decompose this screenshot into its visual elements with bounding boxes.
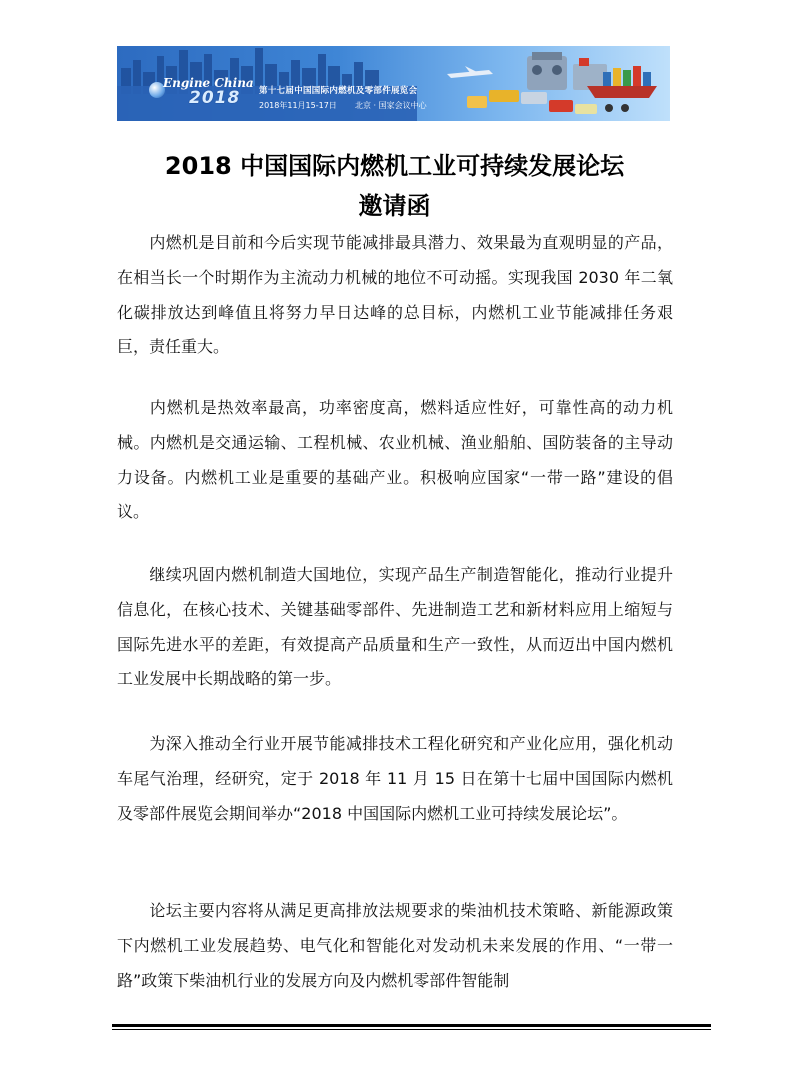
footer-rule-thick (112, 1024, 711, 1027)
body-paragraph-5: 论坛主要内容将从满足更高排放法规要求的柴油机技术策略、新能源政策下内燃机工业发展趋势、电气化和智能化对发动机未来发展的作用、“一带一路”政策下柴油机行业的发展方向及内燃机零部件智能制 (117, 901, 673, 990)
footer-rule-thin (112, 1029, 711, 1030)
engine-china-logo (143, 76, 253, 116)
logo-year: 2018 (189, 88, 241, 108)
body-paragraph-1: 内燃机是目前和今后实现节能减排最具潜力、效果最为直观明显的产品，在相当长一个时期作为主流动力机械的地位不可动摇。实现我国 2030 年二氧化碳排放达到峰值且将努力早日达峰的总目标，内燃机工业节能减排任务艰巨，责任重大。 (117, 233, 673, 357)
machinery-graphic (447, 52, 657, 114)
document-title: 2018 中国国际内燃机工业可持续发展论坛 (164, 152, 625, 180)
logo-text: Engine China (163, 76, 254, 90)
body-paragraph-3: 继续巩固内燃机制造大国地位，实现产品生产制造智能化，推动行业提升信息化，在核心技术、关键基础零部件、先进制造工艺和新材料应用上缩短与国际先进水平的差距，有效提高产品质量和生产一致性，从而迈出中国内燃机工业发展中长期战略的第一步。 (117, 565, 673, 689)
header-banner (117, 46, 670, 121)
exhibition-title: 第十七届中国国际内燃机及零部件展览会 (259, 86, 418, 96)
body-paragraph-4: 为深入推动全行业开展节能减排技术工程化研究和产业化应用，强化机动车尾气治理，经研究，定于 2018 年 11 月 15 日在第十七届中国国际内燃机及零部件展览会期间举办“2018 中国国际内燃机工业可持续发展论坛”。 (117, 734, 673, 823)
exhibition-venue: 北京 · 国家会议中心 (355, 101, 427, 110)
exhibition-dates: 2018年11月15-17日 (259, 101, 337, 110)
document-subtitle: 邀请函 (358, 192, 431, 220)
body-paragraph-2: 内燃机是热效率最高，功率密度高，燃料适应性好，可靠性高的动力机械。内燃机是交通运输、工程机械、农业机械、渔业船舶、国防装备的主导动力设备。内燃机工业是重要的基础产业。积极响应国家“一带一路”建设的倡议。 (117, 398, 673, 522)
